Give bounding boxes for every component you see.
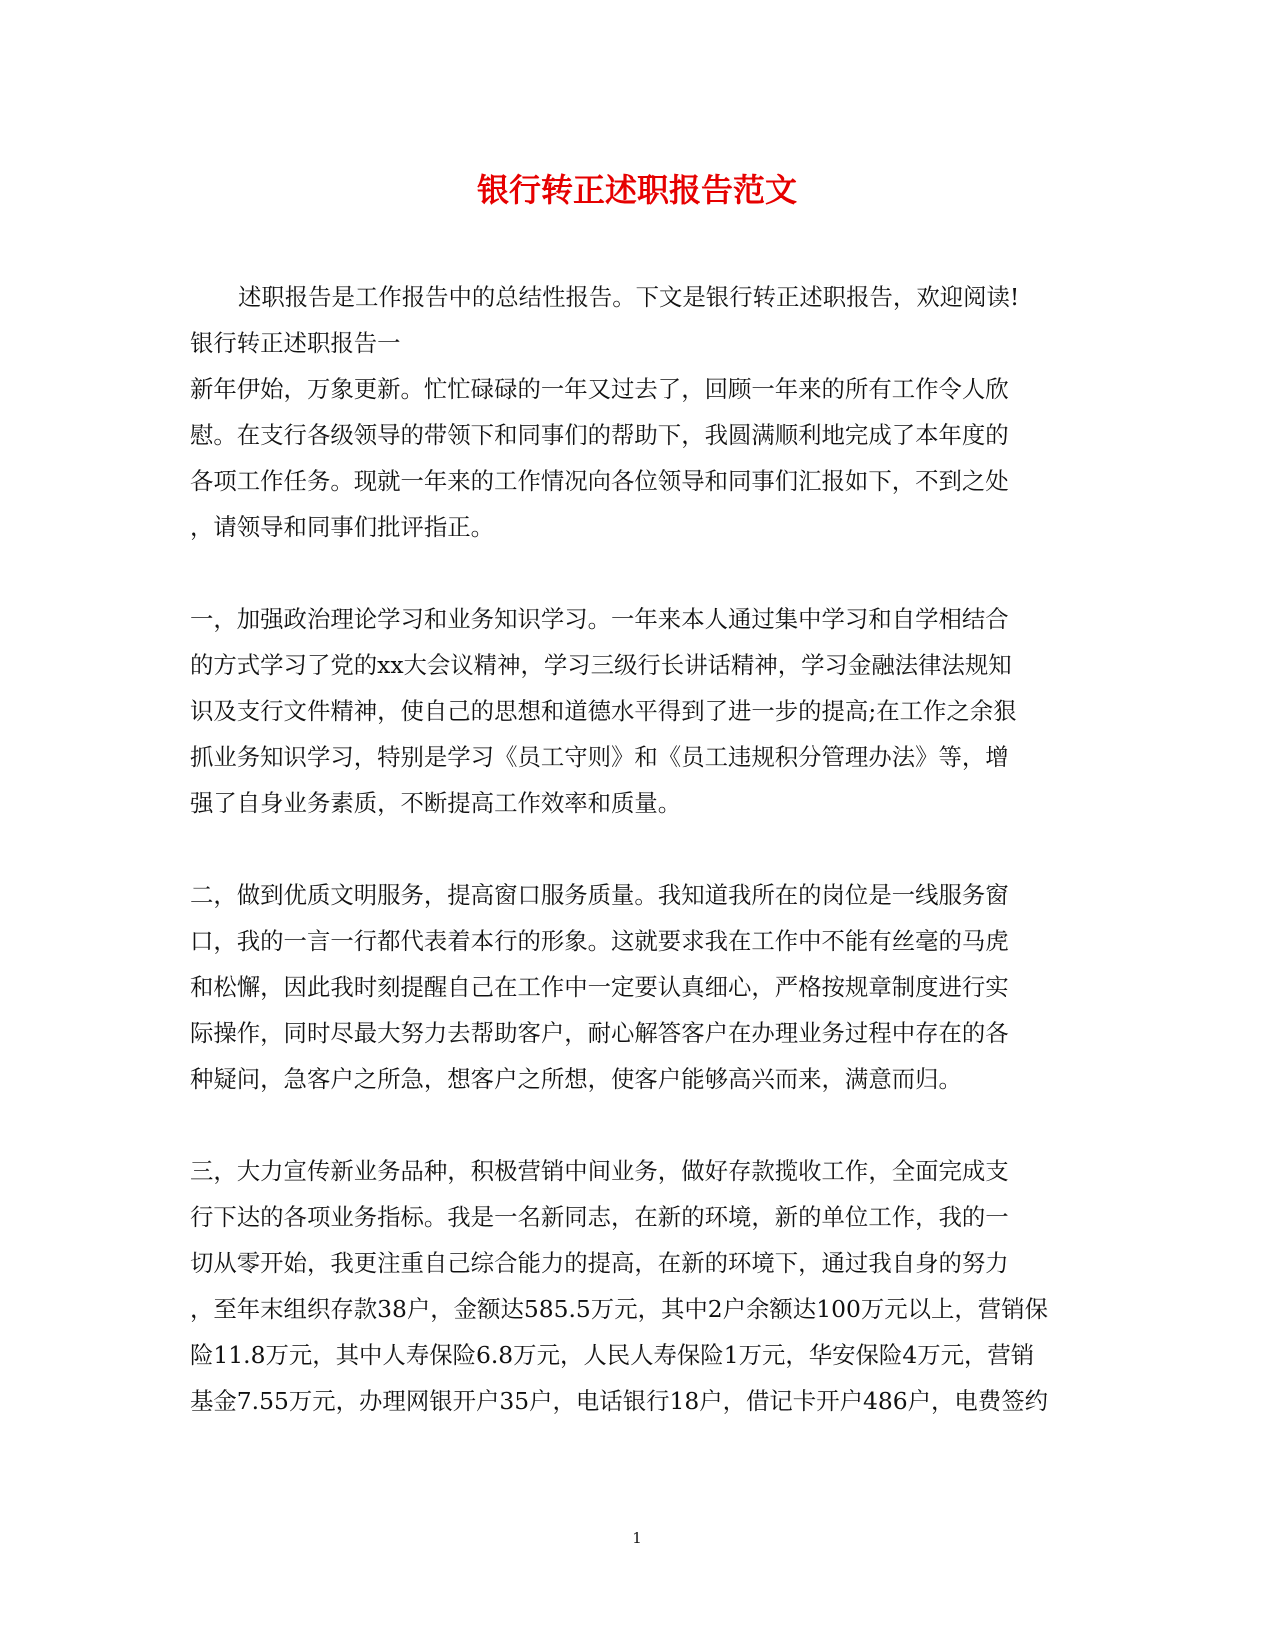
paragraph-line: 的方式学习了党的xx大会议精神，学习三级行长讲话精神，学习金融法律法规知 xyxy=(190,651,1012,679)
intro-line: 述职报告是工作报告中的总结性报告。下文是银行转正述职报告，欢迎阅读! xyxy=(238,283,1020,311)
paragraph-line: 识及支行文件精神，使自己的思想和道德水平得到了进一步的提高;在工作之余狠 xyxy=(190,697,1017,725)
paragraph-gap xyxy=(190,550,1090,596)
paragraph-gap xyxy=(190,1102,1090,1148)
paragraph-line: 种疑问，急客户之所急，想客户之所想，使客户能够高兴而来，满意而归。 xyxy=(190,1065,962,1093)
document-title: 银行转正述职报告范文 xyxy=(476,171,797,209)
section-subtitle: 银行转正述职报告一 xyxy=(190,329,401,357)
paragraph-line: ，请领导和同事们批评指正。 xyxy=(190,513,495,541)
paragraph-line: 险11.8万元，其中人寿保险6.8万元，人民人寿保险1万元，华安保险4万元，营销 xyxy=(190,1341,1035,1369)
paragraph-line: 口，我的一言一行都代表着本行的形象。这就要求我在工作中不能有丝毫的马虎 xyxy=(190,927,1009,955)
paragraph-gap xyxy=(190,826,1090,872)
paragraph-line: 际操作，同时尽最大努力去帮助客户，耐心解答客户在办理业务过程中存在的各 xyxy=(190,1019,1009,1047)
paragraph-line: 各项工作任务。现就一年来的工作情况向各位领导和同事们汇报如下，不到之处 xyxy=(190,467,1009,495)
document-body xyxy=(190,274,1090,1424)
paragraph-line: 二，做到优质文明服务，提高窗口服务质量。我知道我所在的岗位是一线服务窗 xyxy=(190,881,1009,909)
paragraph-line: 切从零开始，我更注重自己综合能力的提高，在新的环境下，通过我自身的努力 xyxy=(190,1249,1009,1277)
paragraph-line: ，至年末组织存款38户，金额达585.5万元，其中2户余额达100万元以上，营销保 xyxy=(190,1295,1048,1323)
paragraph-line: 慰。在支行各级领导的带领下和同事们的帮助下，我圆满顺利地完成了本年度的 xyxy=(190,421,1009,449)
paragraph-line: 和松懈，因此我时刻提醒自己在工作中一定要认真细心，严格按规章制度进行实 xyxy=(190,973,1009,1001)
paragraph-line: 强了自身业务素质，不断提高工作效率和质量。 xyxy=(190,789,682,817)
paragraph-line: 一，加强政治理论学习和业务知识学习。一年来本人通过集中学习和自学相结合 xyxy=(190,605,1009,633)
paragraph-line: 新年伊始，万象更新。忙忙碌碌的一年又过去了，回顾一年来的所有工作令人欣 xyxy=(190,375,1009,403)
page-number: 1 xyxy=(632,1529,642,1547)
paragraph-line: 行下达的各项业务指标。我是一名新同志，在新的环境，新的单位工作，我的一 xyxy=(190,1203,1009,1231)
paragraph-line: 抓业务知识学习，特别是学习《员工守则》和《员工违规积分管理办法》等，增 xyxy=(190,743,1009,771)
paragraph-line: 三，大力宣传新业务品种，积极营销中间业务，做好存款揽收工作，全面完成支 xyxy=(190,1157,1009,1185)
paragraph-line: 基金7.55万元，办理网银开户35户，电话银行18户，借记卡开户486户，电费签约 xyxy=(190,1387,1048,1415)
